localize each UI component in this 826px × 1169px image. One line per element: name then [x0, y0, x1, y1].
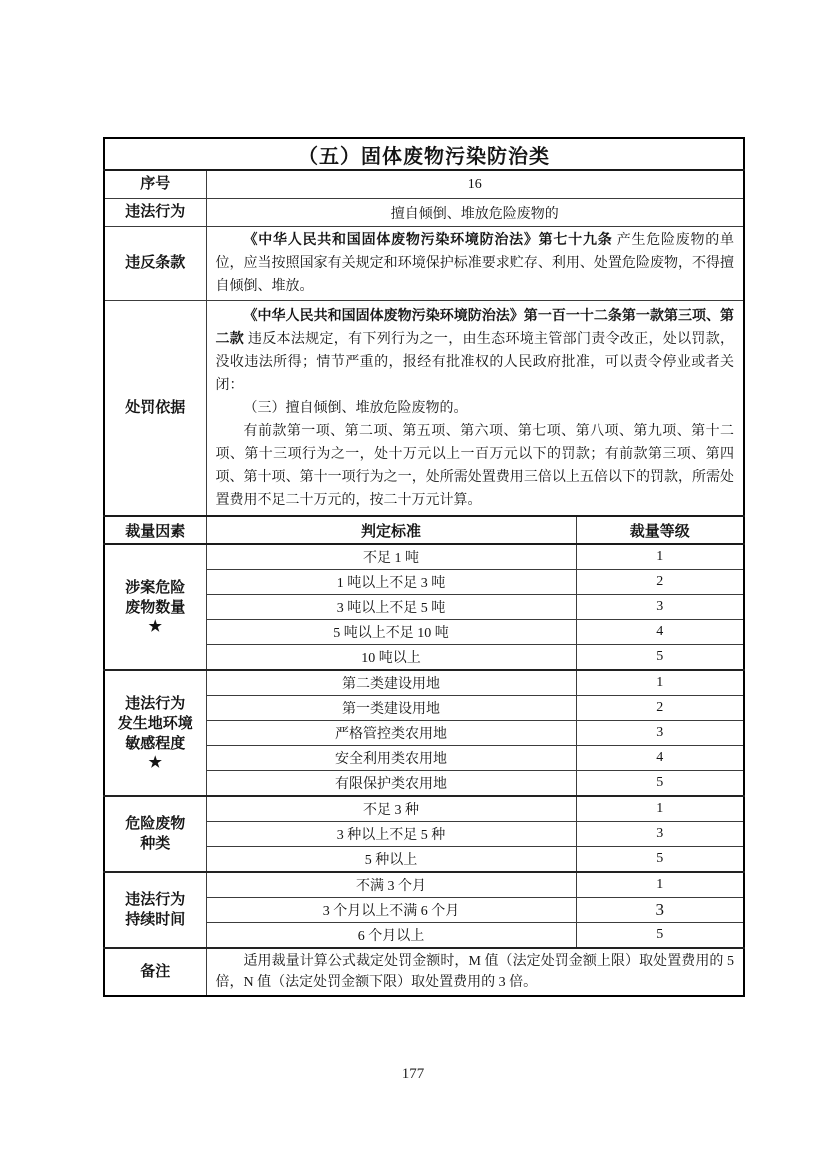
- grade-cell: 5: [576, 771, 744, 797]
- factor-table-row: [104, 872, 744, 898]
- grade-cell: 3: [576, 898, 744, 923]
- illegal-act-label: 违法行为: [104, 199, 206, 227]
- factor-label-line: 废物数量: [125, 600, 186, 616]
- violated-provision-label: 违反条款: [104, 227, 206, 301]
- provision-body-text: 产生危险废物的单位，应当按照国家有关规定和环境保护标准要求贮存、利用、处置危险废物，不得擅自倾倒、堆放。: [215, 233, 735, 294]
- factor-label-line: 违法行为: [125, 892, 186, 908]
- star-icon: ★: [148, 619, 162, 635]
- factor-label-line: 违法行为: [125, 696, 186, 712]
- factor-label-cell: [104, 544, 206, 670]
- criteria-cell: 严格管控类农用地: [206, 721, 576, 746]
- criteria-cell: 第一类建设用地: [206, 696, 576, 721]
- criteria-cell: 10 吨以上: [206, 645, 576, 671]
- remark-text: 适用裁量计算公式裁定处罚金额时，M 值（法定处罚金额上限）取处置费用的 5 倍，N 值（法定处罚金额下限）取处置费用的 3 倍。: [215, 954, 735, 990]
- criteria-cell: 1 吨以上不足 3 吨: [206, 570, 576, 595]
- criteria-cell: 3 吨以上不足 5 吨: [206, 595, 576, 620]
- table-title: （五）固体废物污染防治类: [104, 138, 744, 170]
- factor-label-line: 敏感程度: [125, 736, 186, 752]
- star-icon: ★: [148, 755, 162, 771]
- factor-label-line: 持续时间: [125, 912, 186, 928]
- grade-cell: 2: [576, 570, 744, 595]
- remark-row: [104, 948, 744, 996]
- remark-text-cell: [206, 948, 744, 996]
- provision-paragraph: [216, 229, 735, 298]
- serial-number-row: [104, 170, 744, 199]
- criteria-cell: 安全利用类农用地: [206, 746, 576, 771]
- illegal-act-value: 擅自倾倒、堆放危险废物的: [206, 199, 744, 227]
- criteria-cell: 不满 3 个月: [206, 872, 576, 898]
- basis-law-citation: 《中华人民共和国固体废物污染环境防治法》第一百一十二条第一款第三项、第二款: [215, 308, 735, 347]
- grade-cell: 3: [576, 595, 744, 620]
- basis-paragraph-2: （三）擅自倾倒、堆放危险废物的。: [243, 400, 468, 416]
- grade-cell: 5: [576, 923, 744, 949]
- penalty-discretion-table: [103, 137, 745, 997]
- criteria-cell: 5 种以上: [206, 847, 576, 873]
- provision-law-citation: 《中华人民共和国固体废物污染环境防治法》第七十九条: [243, 233, 613, 248]
- criteria-cell: 3 种以上不足 5 种: [206, 822, 576, 847]
- factors-header-row: [104, 516, 744, 544]
- factor-label-line: 危险废物: [125, 816, 186, 832]
- header-discretion-grade: 裁量等级: [576, 516, 744, 544]
- criteria-cell: 不足 1 吨: [206, 544, 576, 570]
- factor-table-row: [104, 796, 744, 822]
- criteria-cell: 不足 3 种: [206, 796, 576, 822]
- grade-cell: 4: [576, 620, 744, 645]
- grade-cell: 2: [576, 696, 744, 721]
- grade-cell: 1: [576, 670, 744, 696]
- factor-label-cell: [104, 872, 206, 948]
- factor-label-cell: [104, 670, 206, 796]
- illegal-act-row: [104, 199, 744, 227]
- factor-label-cell: [104, 796, 206, 872]
- table-title-row: [104, 138, 744, 170]
- grade-cell: 1: [576, 796, 744, 822]
- penalty-basis-row: [104, 301, 744, 517]
- grade-cell: 3: [576, 822, 744, 847]
- serial-number-label: 序号: [104, 170, 206, 199]
- serial-number-value: 16: [206, 170, 744, 199]
- grade-cell: 5: [576, 847, 744, 873]
- factor-label-line: 发生地环境: [117, 716, 193, 732]
- grade-cell: 4: [576, 746, 744, 771]
- header-judgment-criteria: 判定标准: [206, 516, 576, 544]
- basis-body-text: 违反本法规定，有下列行为之一，由生态环境主管部门责令改正，处以罚款，没收违法所得；情节严重的，报经有批准权的人民政府批准，可以责令停业或者关闭：: [215, 331, 735, 393]
- factor-table-row: [104, 670, 744, 696]
- violated-provision-row: [104, 227, 744, 301]
- criteria-cell: 5 吨以上不足 10 吨: [206, 620, 576, 645]
- grade-cell: 1: [576, 872, 744, 898]
- criteria-cell: 第二类建设用地: [206, 670, 576, 696]
- criteria-cell: 6 个月以上: [206, 923, 576, 949]
- grade-cell: 3: [576, 721, 744, 746]
- basis-paragraph-1: [216, 305, 735, 397]
- penalty-basis-text: [206, 301, 744, 517]
- basis-paragraph-3: 有前款第一项、第二项、第五项、第六项、第七项、第八项、第九项、第十二项、第十三项行为之一，处十万元以上一百万元以下的罚款；有前款第三项、第四项、第十项、第十一项行为之一，处所需处置费用三倍以上五倍以下的罚款，所需处置费用不足二十万元的，按二十万元计算。: [215, 423, 735, 508]
- factor-label-line: 涉案危险: [125, 580, 186, 596]
- criteria-cell: 3 个月以上不满 6 个月: [206, 898, 576, 923]
- header-discretion-factor: 裁量因素: [104, 516, 206, 544]
- violated-provision-text: [206, 227, 744, 301]
- page-number: 177: [401, 1066, 425, 1082]
- penalty-basis-label: 处罚依据: [104, 301, 206, 517]
- factor-label-line: 种类: [140, 836, 171, 852]
- remark-label: 备注: [104, 948, 206, 996]
- grade-cell: 5: [576, 645, 744, 671]
- factor-table-row: [104, 544, 744, 570]
- grade-cell: 1: [576, 544, 744, 570]
- criteria-cell: 有限保护类农用地: [206, 771, 576, 797]
